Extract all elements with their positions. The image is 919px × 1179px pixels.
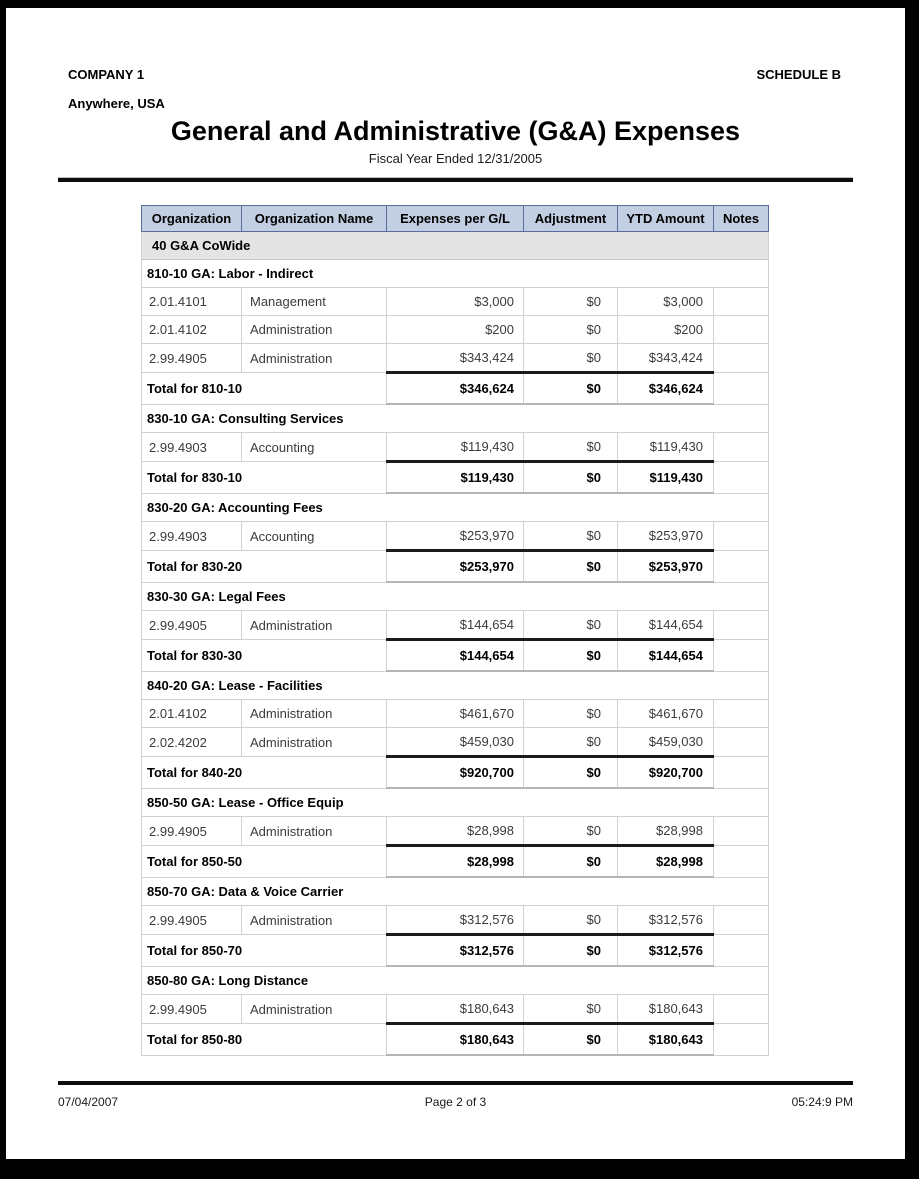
total-label: Total for 830-10 <box>142 462 387 494</box>
table-row <box>142 316 769 344</box>
total-label: Total for 830-20 <box>142 551 387 583</box>
total-ytd-amount: $144,654 <box>618 640 714 672</box>
cell-expenses-per-gl: $459,030 <box>387 728 524 757</box>
total-notes <box>714 846 769 878</box>
cell-notes <box>714 906 769 935</box>
total-label: Total for 850-50 <box>142 846 387 878</box>
section-header-row <box>142 404 769 433</box>
total-expenses-per-gl: $312,576 <box>387 935 524 967</box>
cell-organization-name: Accounting <box>242 433 387 462</box>
total-expenses-per-gl: $180,643 <box>387 1024 524 1056</box>
total-label: Total for 850-80 <box>142 1024 387 1056</box>
table-row <box>142 433 769 462</box>
section-total-row <box>142 640 769 672</box>
table-header <box>142 206 769 232</box>
cell-adjustment: $0 <box>524 728 618 757</box>
cell-ytd-amount: $200 <box>618 316 714 344</box>
total-adjustment: $0 <box>524 640 618 672</box>
section-total-row <box>142 551 769 583</box>
total-adjustment: $0 <box>524 1024 618 1056</box>
cell-organization-name: Management <box>242 288 387 316</box>
section-title: 850-80 GA: Long Distance <box>142 966 769 995</box>
cell-ytd-amount: $119,430 <box>618 433 714 462</box>
cell-expenses-per-gl: $461,670 <box>387 700 524 728</box>
cell-adjustment: $0 <box>524 700 618 728</box>
total-expenses-per-gl: $920,700 <box>387 757 524 789</box>
total-notes <box>714 757 769 789</box>
cell-notes <box>714 433 769 462</box>
section-total-row <box>142 373 769 405</box>
cell-expenses-per-gl: $180,643 <box>387 995 524 1024</box>
cell-organization-name: Administration <box>242 906 387 935</box>
cell-adjustment: $0 <box>524 611 618 640</box>
cell-organization: 2.01.4102 <box>142 700 242 728</box>
section-header-row <box>142 877 769 906</box>
table-row <box>142 522 769 551</box>
cell-organization: 2.99.4905 <box>142 906 242 935</box>
cell-organization-name: Administration <box>242 728 387 757</box>
section-title: 850-70 GA: Data & Voice Carrier <box>142 877 769 906</box>
cell-notes <box>714 817 769 846</box>
section-total-row <box>142 1024 769 1056</box>
total-expenses-per-gl: $28,998 <box>387 846 524 878</box>
table-row <box>142 700 769 728</box>
cell-organization-name: Administration <box>242 700 387 728</box>
total-notes <box>714 373 769 405</box>
table-row <box>142 995 769 1024</box>
total-label: Total for 830-30 <box>142 640 387 672</box>
cell-adjustment: $0 <box>524 433 618 462</box>
table-row <box>142 611 769 640</box>
total-notes <box>714 935 769 967</box>
cell-organization-name: Administration <box>242 995 387 1024</box>
expenses-table <box>141 205 769 1056</box>
total-expenses-per-gl: $144,654 <box>387 640 524 672</box>
cell-organization-name: Administration <box>242 817 387 846</box>
cell-adjustment: $0 <box>524 288 618 316</box>
cell-adjustment: $0 <box>524 344 618 373</box>
cell-notes <box>714 995 769 1024</box>
cell-organization: 2.99.4905 <box>142 995 242 1024</box>
total-ytd-amount: $253,970 <box>618 551 714 583</box>
total-expenses-per-gl: $253,970 <box>387 551 524 583</box>
cell-expenses-per-gl: $28,998 <box>387 817 524 846</box>
cell-adjustment: $0 <box>524 522 618 551</box>
table-row <box>142 817 769 846</box>
section-total-row <box>142 462 769 494</box>
cell-ytd-amount: $144,654 <box>618 611 714 640</box>
cell-adjustment: $0 <box>524 817 618 846</box>
cell-organization: 2.01.4101 <box>142 288 242 316</box>
total-adjustment: $0 <box>524 373 618 405</box>
section-title: 810-10 GA: Labor - Indirect <box>142 260 769 288</box>
total-adjustment: $0 <box>524 551 618 583</box>
section-total-row <box>142 757 769 789</box>
cell-organization-name: Administration <box>242 344 387 373</box>
report-title: General and Administrative (G&A) Expenses <box>170 116 741 146</box>
section-header-row <box>142 260 769 288</box>
section-title: 850-50 GA: Lease - Office Equip <box>142 788 769 817</box>
total-ytd-amount: $28,998 <box>618 846 714 878</box>
table-row <box>142 288 769 316</box>
cell-ytd-amount: $343,424 <box>618 344 714 373</box>
company-location: Anywhere, USA <box>68 96 165 111</box>
total-ytd-amount: $180,643 <box>618 1024 714 1056</box>
total-label: Total for 840-20 <box>142 757 387 789</box>
cell-notes <box>714 611 769 640</box>
total-ytd-amount: $312,576 <box>618 935 714 967</box>
cell-ytd-amount: $312,576 <box>618 906 714 935</box>
footer-page-number: Page 2 of 3 <box>424 1095 487 1109</box>
footer-divider-rule <box>58 1081 853 1085</box>
cell-organization: 2.99.4905 <box>142 611 242 640</box>
total-expenses-per-gl: $346,624 <box>387 373 524 405</box>
section-total-row <box>142 846 769 878</box>
cell-organization-name: Administration <box>242 316 387 344</box>
footer-date: 07/04/2007 <box>58 1095 119 1109</box>
schedule-label: SCHEDULE B <box>756 67 841 82</box>
cell-expenses-per-gl: $119,430 <box>387 433 524 462</box>
company-name: COMPANY 1 <box>68 67 145 82</box>
cell-expenses-per-gl: $3,000 <box>387 288 524 316</box>
group-header-row <box>142 232 769 260</box>
report-page <box>6 8 905 1159</box>
section-header-row <box>142 582 769 611</box>
section-header-row <box>142 493 769 522</box>
total-adjustment: $0 <box>524 757 618 789</box>
total-notes <box>714 551 769 583</box>
cell-organization: 2.99.4903 <box>142 522 242 551</box>
cell-adjustment: $0 <box>524 316 618 344</box>
total-ytd-amount: $119,430 <box>618 462 714 494</box>
cell-expenses-per-gl: $343,424 <box>387 344 524 373</box>
report-subtitle: Fiscal Year Ended 12/31/2005 <box>368 151 543 166</box>
section-header-row <box>142 966 769 995</box>
section-title: 830-30 GA: Legal Fees <box>142 582 769 611</box>
cell-notes <box>714 288 769 316</box>
cell-adjustment: $0 <box>524 995 618 1024</box>
cell-notes <box>714 316 769 344</box>
section-total-row <box>142 935 769 967</box>
total-adjustment: $0 <box>524 462 618 494</box>
cell-notes <box>714 700 769 728</box>
table-row <box>142 906 769 935</box>
cell-ytd-amount: $253,970 <box>618 522 714 551</box>
total-notes <box>714 462 769 494</box>
cell-organization-name: Administration <box>242 611 387 640</box>
cell-ytd-amount: $180,643 <box>618 995 714 1024</box>
column-header-adjustment: Adjustment <box>524 206 618 232</box>
column-header-organization: Organization <box>142 206 242 232</box>
total-label: Total for 850-70 <box>142 935 387 967</box>
table-row <box>142 728 769 757</box>
total-notes <box>714 640 769 672</box>
cell-adjustment: $0 <box>524 906 618 935</box>
cell-organization: 2.99.4903 <box>142 433 242 462</box>
section-header-row <box>142 671 769 700</box>
cell-notes <box>714 344 769 373</box>
cell-expenses-per-gl: $144,654 <box>387 611 524 640</box>
total-adjustment: $0 <box>524 935 618 967</box>
footer-time: 05:24:9 PM <box>791 1095 853 1109</box>
cell-ytd-amount: $3,000 <box>618 288 714 316</box>
column-header-organization-name: Organization Name <box>242 206 387 232</box>
cell-organization: 2.01.4102 <box>142 316 242 344</box>
cell-organization: 2.99.4905 <box>142 344 242 373</box>
section-title: 840-20 GA: Lease - Facilities <box>142 671 769 700</box>
column-header-ytd-amount: YTD Amount <box>618 206 714 232</box>
group-header-label: 40 G&A CoWide <box>142 232 769 260</box>
cell-notes <box>714 522 769 551</box>
cell-ytd-amount: $28,998 <box>618 817 714 846</box>
total-notes <box>714 1024 769 1056</box>
table-row <box>142 344 769 373</box>
header-divider-rule <box>58 177 853 182</box>
total-label: Total for 810-10 <box>142 373 387 405</box>
total-adjustment: $0 <box>524 846 618 878</box>
cell-ytd-amount: $459,030 <box>618 728 714 757</box>
column-header-notes: Notes <box>714 206 769 232</box>
section-title: 830-10 GA: Consulting Services <box>142 404 769 433</box>
total-expenses-per-gl: $119,430 <box>387 462 524 494</box>
cell-expenses-per-gl: $200 <box>387 316 524 344</box>
cell-notes <box>714 728 769 757</box>
cell-expenses-per-gl: $253,970 <box>387 522 524 551</box>
column-header-expenses-per-g-l: Expenses per G/L <box>387 206 524 232</box>
cell-organization-name: Accounting <box>242 522 387 551</box>
cell-ytd-amount: $461,670 <box>618 700 714 728</box>
section-header-row <box>142 788 769 817</box>
section-title: 830-20 GA: Accounting Fees <box>142 493 769 522</box>
total-ytd-amount: $346,624 <box>618 373 714 405</box>
cell-organization: 2.02.4202 <box>142 728 242 757</box>
cell-organization: 2.99.4905 <box>142 817 242 846</box>
total-ytd-amount: $920,700 <box>618 757 714 789</box>
cell-expenses-per-gl: $312,576 <box>387 906 524 935</box>
